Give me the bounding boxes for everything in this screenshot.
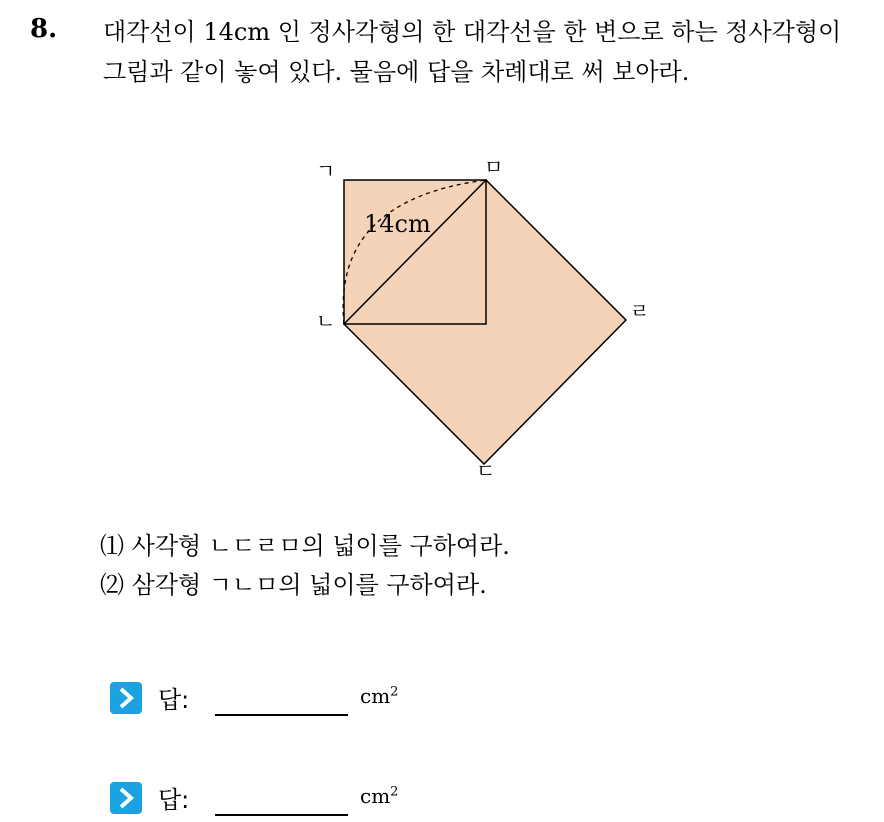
answer-blank[interactable] <box>215 814 348 816</box>
vertex-label-m: ㅁ <box>484 155 504 179</box>
diagonal-label: 14cm <box>364 210 431 238</box>
geometry-figure <box>300 150 670 490</box>
answer-unit: $cm^2$ <box>360 684 399 708</box>
stem-line: 그림과 같이 놓여 있다. 물음에 답을 차례대로 써 보아라. <box>103 58 690 86</box>
answer-label: 답: <box>158 786 190 814</box>
subquestion-1: ⑴ 사각형 ㄴㄷㄹㅁ의 넓이를 구하여라. <box>100 532 510 560</box>
stem-line: 대각선이 14cm 인 정사각형의 한 대각선을 한 변으로 하는 정사각형이 <box>103 18 842 46</box>
chevron-right-icon <box>110 682 142 714</box>
vertex-label-d: ㄷ <box>476 459 496 483</box>
subquestion-2: ⑵ 삼각형 ㄱㄴㅁ의 넓이를 구하여라. <box>100 571 487 599</box>
vertex-label-n: ㄴ <box>316 309 336 333</box>
answer-label: 답: <box>158 686 190 714</box>
answer-blank[interactable] <box>215 714 348 716</box>
vertex-label-r: ㄹ <box>630 299 650 323</box>
question-number: 8. <box>30 14 58 44</box>
question-stem <box>103 12 873 92</box>
vertex-label-g: ㄱ <box>316 159 336 183</box>
chevron-right-icon <box>110 782 142 814</box>
answer-unit: $cm^2$ <box>360 784 399 808</box>
